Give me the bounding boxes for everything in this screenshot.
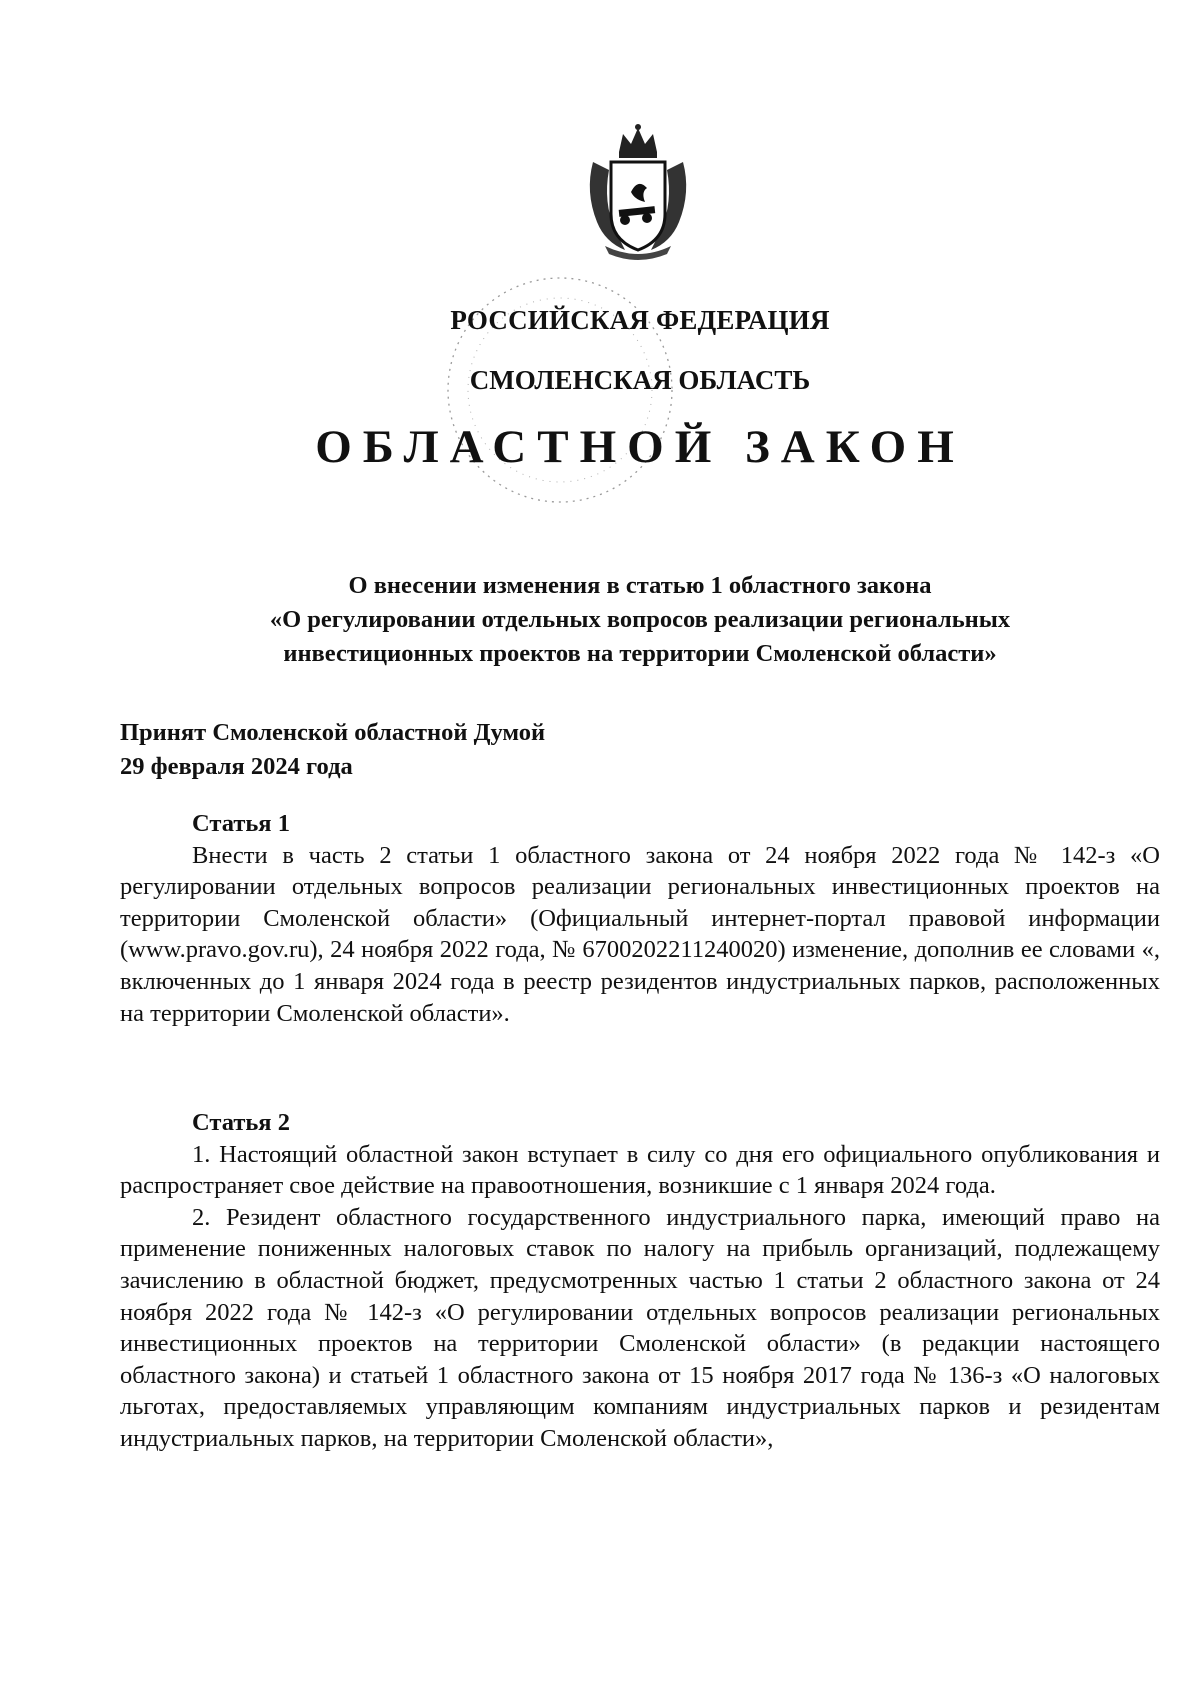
article-1 <box>120 808 1160 1029</box>
law-title-line: О внесении изменения в статью 1 областного закона <box>348 572 932 599</box>
article-2 <box>120 1107 1160 1455</box>
article-heading: Статья 1 <box>192 810 290 837</box>
adoption-info <box>120 716 545 784</box>
article-paragraph: 1. Настоящий областной закон вступает в силу со дня его официального опубликования и распространяет свое действие на правоотношения, возникшие с 1 января 2024 года. <box>120 1140 1160 1200</box>
article-paragraph: Внести в часть 2 статьи 1 областного закона от 24 ноября 2022 года № 142-з «О регулировании отдельных вопросов реализации региональных инвестиционных проектов на территории Смоленской области» (Официальный интернет-портал правовой информации (www.pravo.gov.ru), 24 ноября 2022 года, № 6700202211240020) изменение, дополнив ее словами «, включенных до 1 января 2024 года в реестр резидентов индустриальных парков, расположенных на территории Смоленской области». <box>120 841 1160 1027</box>
law-title-line: инвестиционных проектов на территории Смоленской области» <box>283 640 997 667</box>
article-heading: Статья 2 <box>192 1109 290 1136</box>
document-type-heading: ОБЛАСТНОЙ ЗАКОН <box>315 421 965 473</box>
coat-of-arms-icon <box>575 122 701 260</box>
adoption-date: 29 февраля 2024 года <box>120 753 353 780</box>
region-heading: СМОЛЕНСКАЯ ОБЛАСТЬ <box>469 365 811 395</box>
law-title <box>150 569 1130 671</box>
article-paragraph: 2. Резидент областного государственного индустриального парка, имеющий право на применение пониженных налоговых ставок по налогу на прибыль организаций, подлежащему зачислению в областной бюджет, предусмотренных частью 1 статьи 2 областного закона от 24 ноября 2022 года № 142-з «О регулировании отдельных вопросов реализации региональных инвестиционных проектов на территории Смоленской области» (в редакции настоящего областного закона) и статьей 1 областного закона от 15 ноября 2017 года № 136-з «О налоговых льготах, предоставляемых управляющим компаниям индустриальных парков и резидентам индустриальных парков, на территории Смоленской области», <box>120 1203 1160 1452</box>
federation-heading: РОССИЙСКАЯ ФЕДЕРАЦИЯ <box>450 305 830 335</box>
adoption-body: Принят Смоленской областной Думой <box>120 719 546 746</box>
law-title-line: «О регулировании отдельных вопросов реализации региональных <box>269 606 1011 633</box>
